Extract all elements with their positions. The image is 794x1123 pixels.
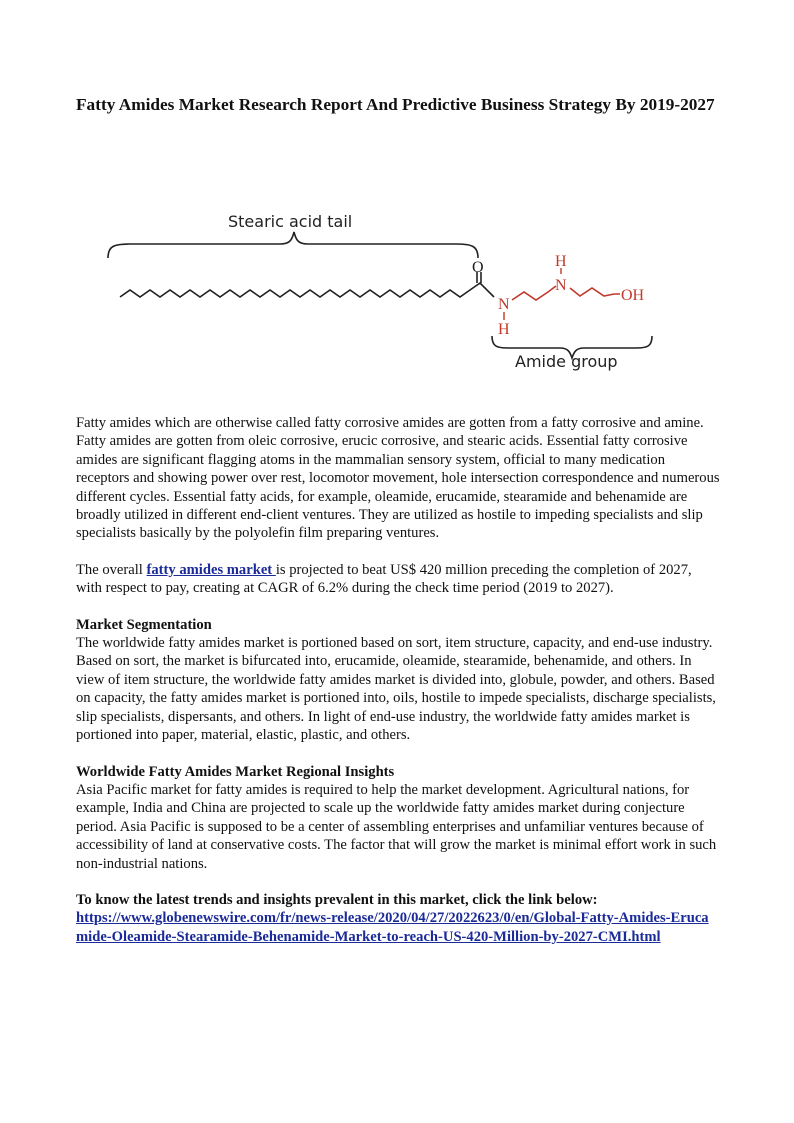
tail-brace bbox=[108, 232, 478, 258]
cta-section bbox=[76, 891, 720, 946]
overall-text-before: The overall bbox=[76, 561, 147, 578]
hydrogen-atom-2: H bbox=[555, 253, 567, 270]
regional-section bbox=[76, 763, 720, 873]
amide-group-label: Amide group bbox=[515, 352, 618, 371]
globenewswire-link[interactable]: https://www.globenewswire.com/fr/news-release/2020/04/27/2022623/0/en/Global-Fatty-Amides-Erucamide-Oleamide-Stearamide-Behenamide-Market-to-reach-US-420-Million-by-2027-CMI.html bbox=[76, 910, 709, 945]
cta-heading: To know the latest trends and insights prevalent in this market, click the link below: bbox=[76, 891, 598, 908]
nitrogen-atom-1: N bbox=[498, 296, 510, 313]
regional-body: Asia Pacific market for fatty amides is required to help the market development. Agricultural nations, for example, India and China are projected to scale up the worldwide fatty amides market during conjecture period. Asia Pacific is supposed to be a center of assembling enterprises and unfamiliar ventures because of accessibility of land at conservative costs. The factor that will grow the market is minimal effort work in such non-industrial nations. bbox=[76, 781, 717, 872]
stearic-tail-label: Stearic acid tail bbox=[228, 212, 353, 231]
hydrogen-atom-1: H bbox=[498, 321, 510, 338]
amide-chain-2 bbox=[570, 288, 620, 296]
overall-paragraph bbox=[76, 561, 720, 598]
hydroxyl-group: OH bbox=[621, 287, 645, 304]
segmentation-heading: Market Segmentation bbox=[76, 616, 212, 633]
overall-text-after: is projected to beat US$ 420 million preceding the completion of 2027, with respect to pay, creating at CAGR of 6.2% during the check time period (2019 to 2027). bbox=[76, 561, 692, 597]
amide-chain-1 bbox=[512, 286, 556, 300]
article-body bbox=[76, 414, 720, 964]
page-title: Fatty Amides Market Research Report And Predictive Business Strategy By 2019-2027 bbox=[76, 95, 715, 114]
oxygen-atom: O bbox=[472, 259, 484, 276]
title-block bbox=[76, 94, 718, 115]
carbon-chain bbox=[120, 283, 494, 297]
nitrogen-atom-2: N bbox=[555, 277, 567, 294]
molecule-diagram bbox=[100, 196, 670, 386]
molecule-figure bbox=[100, 196, 670, 386]
regional-heading: Worldwide Fatty Amides Market Regional Insights bbox=[76, 763, 395, 780]
segmentation-section bbox=[76, 616, 720, 745]
intro-paragraph: Fatty amides which are otherwise called fatty corrosive amides are gotten from a fatty corrosive and amine. Fatty amides are gotten from oleic corrosive, erucic corrosive, and stearic acids. Essential fatty corrosive amides are significant flagging atoms in the mammalian sensory system, official to many medication receptors and showing power over rest, locomotor movement, hole intersection correspondence and numerous different cycles. Essential fatty acids, for example, oleamide, erucamide, stearamide and behenamide are broadly utilized in different end-client ventures. They are utilized as hostile to impeding specialists and slip specialists basically by the polyolefin film preparing ventures. bbox=[76, 415, 720, 542]
segmentation-body: The worldwide fatty amides market is portioned based on sort, item structure, capacity, and end-use industry. Based on sort, the market is bifurcated into, erucamide, oleamide, stearamide, behenamide, and others. In view of item structure, the worldwide fatty amides market is divided into, globule, powder, and others. Based on capacity, the fatty amides market is portioned into, oils, hostile to impede specialists, discharge specialists, slip specialists, dispersants, and others. In light of end-use industry, the worldwide fatty amides market is portioned into paper, material, elastic, plastic, and others. bbox=[76, 635, 716, 744]
fatty-amides-market-link[interactable]: fatty amides market bbox=[146, 561, 276, 578]
